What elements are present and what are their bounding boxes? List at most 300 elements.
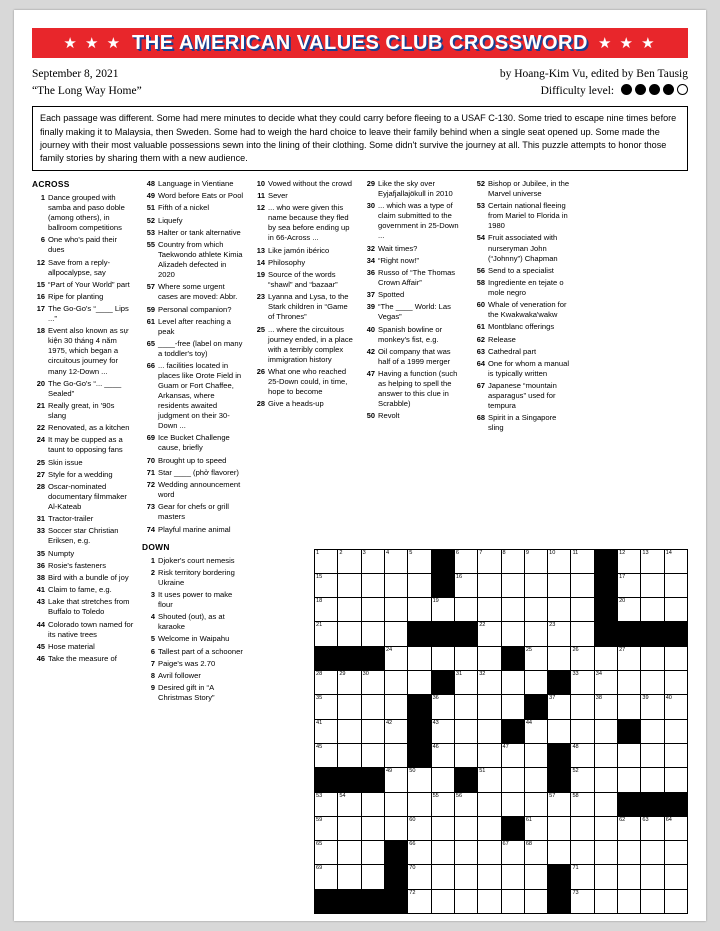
clue-item[interactable] [142, 317, 244, 337]
clue-item[interactable] [142, 671, 244, 681]
grid-cell[interactable] [478, 671, 501, 695]
clue-item[interactable] [32, 280, 134, 290]
grid-cell[interactable] [524, 792, 547, 816]
grid-cell[interactable] [618, 865, 641, 889]
grid-cell[interactable] [384, 549, 407, 573]
grid-cell[interactable] [384, 573, 407, 597]
grid-cell[interactable] [338, 841, 361, 865]
grid-cell[interactable] [431, 865, 454, 889]
grid-cell-block [431, 622, 454, 646]
grid-cell[interactable] [478, 695, 501, 719]
grid-cell[interactable] [571, 865, 594, 889]
grid-cell[interactable] [641, 671, 664, 695]
grid-cell[interactable] [361, 622, 384, 646]
grid-cell[interactable] [641, 646, 664, 670]
grid-cell[interactable] [594, 695, 617, 719]
grid-row [315, 743, 688, 767]
grid-cell[interactable] [478, 816, 501, 840]
grid-cell[interactable] [571, 598, 594, 622]
grid-cell[interactable] [618, 743, 641, 767]
clue-item[interactable] [32, 573, 134, 583]
grid-cell[interactable] [384, 598, 407, 622]
clue-item[interactable] [252, 292, 354, 322]
grid-cell[interactable] [641, 816, 664, 840]
grid-cell[interactable] [501, 671, 524, 695]
grid-cell[interactable] [524, 549, 547, 573]
clue-item[interactable] [32, 193, 134, 233]
grid-cell[interactable] [478, 622, 501, 646]
grid-cell[interactable] [618, 573, 641, 597]
grid-cell[interactable] [315, 573, 338, 597]
clue-item[interactable] [32, 526, 134, 546]
grid-cell[interactable] [524, 719, 547, 743]
grid-cell[interactable] [501, 598, 524, 622]
grid-cell[interactable] [548, 816, 571, 840]
grid-cell[interactable] [338, 549, 361, 573]
grid-cell[interactable] [478, 889, 501, 913]
grid-cell[interactable] [571, 743, 594, 767]
grid-cell[interactable] [315, 622, 338, 646]
grid-cell[interactable] [384, 816, 407, 840]
clue-item[interactable] [32, 401, 134, 421]
grid-cell[interactable] [478, 743, 501, 767]
grid-cell[interactable] [641, 573, 664, 597]
grid-cell[interactable] [338, 792, 361, 816]
clue-item[interactable] [362, 268, 464, 288]
grid-cell[interactable] [431, 889, 454, 913]
clue-number: 14 [256, 257, 265, 267]
clue-item[interactable] [362, 256, 464, 266]
grid-cell[interactable] [501, 549, 524, 573]
grid-cell[interactable] [524, 646, 547, 670]
grid-cell[interactable] [315, 549, 338, 573]
grid-cell[interactable] [664, 719, 687, 743]
clue-text: It uses power to make flour [158, 590, 233, 610]
grid-cell[interactable] [618, 671, 641, 695]
grid-cell-number: 65 [316, 841, 323, 848]
clue-item[interactable] [32, 470, 134, 480]
grid-cell[interactable] [664, 816, 687, 840]
grid-cell-block [501, 646, 524, 670]
clue-number: 34 [366, 255, 375, 265]
grid-cell[interactable] [571, 841, 594, 865]
grid-cell-number: 44 [525, 719, 533, 726]
clue-item[interactable] [142, 240, 244, 280]
grid-cell-block [454, 768, 477, 792]
clue-item[interactable] [362, 201, 464, 241]
grid-cell[interactable] [571, 719, 594, 743]
grid-cell[interactable] [548, 695, 571, 719]
grid-cell[interactable] [384, 646, 407, 670]
clue-item[interactable] [142, 191, 244, 201]
grid-cell[interactable] [618, 646, 641, 670]
grid-cell[interactable] [361, 816, 384, 840]
grid-cell[interactable] [408, 768, 431, 792]
grid-cell[interactable] [501, 768, 524, 792]
clue-item[interactable] [142, 433, 244, 453]
grid-cell[interactable] [408, 865, 431, 889]
grid-cell[interactable] [408, 549, 431, 573]
grid-cell[interactable] [408, 671, 431, 695]
grid-cell[interactable] [408, 792, 431, 816]
grid-cell[interactable] [641, 743, 664, 767]
clue-item[interactable] [252, 258, 354, 268]
clue-item[interactable] [142, 456, 244, 466]
grid-cell[interactable] [501, 622, 524, 646]
grid-cell[interactable] [338, 816, 361, 840]
grid-cell[interactable] [454, 816, 477, 840]
clue-item[interactable] [32, 326, 134, 376]
grid-cell[interactable] [571, 889, 594, 913]
grid-cell[interactable] [501, 695, 524, 719]
clue-item[interactable] [142, 683, 244, 703]
grid-cell[interactable] [664, 695, 687, 719]
clue-item[interactable] [472, 347, 574, 357]
clue-item[interactable] [32, 304, 134, 324]
grid-cell[interactable] [664, 743, 687, 767]
clue-item[interactable] [142, 556, 244, 566]
clue-item[interactable] [32, 654, 134, 664]
clue-item[interactable] [32, 435, 134, 455]
grid-cell[interactable] [571, 622, 594, 646]
grid-cell[interactable] [478, 573, 501, 597]
grid-cell[interactable] [338, 598, 361, 622]
grid-cell[interactable] [571, 768, 594, 792]
grid-cell[interactable] [361, 719, 384, 743]
grid-cell[interactable] [384, 768, 407, 792]
clue-item[interactable] [142, 612, 244, 632]
grid-cell[interactable] [524, 816, 547, 840]
clue-item[interactable] [362, 302, 464, 322]
grid-cell[interactable] [315, 792, 338, 816]
down-heading: DOWN [142, 541, 170, 552]
grid-cell[interactable] [594, 743, 617, 767]
grid-cell[interactable] [361, 865, 384, 889]
grid-cell[interactable] [478, 549, 501, 573]
grid-cell[interactable] [478, 719, 501, 743]
grid-cell[interactable] [431, 768, 454, 792]
grid-cell[interactable] [548, 549, 571, 573]
clue-item[interactable] [142, 361, 244, 431]
grid-cell[interactable] [315, 598, 338, 622]
crossword-grid-wrapper[interactable] [314, 549, 688, 914]
grid-cell[interactable] [594, 889, 617, 913]
clue-item[interactable] [142, 502, 244, 522]
clue-item[interactable] [142, 468, 244, 478]
clue-item[interactable] [252, 325, 354, 365]
grid-cell[interactable] [478, 792, 501, 816]
grid-cell[interactable] [594, 719, 617, 743]
grid-cell[interactable] [594, 768, 617, 792]
grid-cell[interactable] [524, 768, 547, 792]
clue-item[interactable] [32, 514, 134, 524]
grid-cell[interactable] [478, 768, 501, 792]
grid-cell[interactable] [618, 889, 641, 913]
clue-item[interactable] [252, 191, 354, 201]
clue-item[interactable] [32, 423, 134, 433]
grid-cell[interactable] [361, 671, 384, 695]
grid-cell[interactable] [338, 573, 361, 597]
grid-cell[interactable] [384, 622, 407, 646]
grid-cell[interactable] [594, 792, 617, 816]
clue-item[interactable] [32, 292, 134, 302]
grid-cell[interactable] [454, 549, 477, 573]
grid-cell[interactable] [408, 598, 431, 622]
grid-cell[interactable] [501, 841, 524, 865]
grid-cell[interactable] [408, 816, 431, 840]
grid-cell[interactable] [431, 719, 454, 743]
clue-text: Cathedral part [488, 346, 537, 356]
clue-item[interactable] [362, 290, 464, 300]
grid-cell-number: 54 [339, 792, 346, 799]
crossword-grid[interactable] [314, 549, 688, 914]
grid-cell[interactable] [641, 865, 664, 889]
grid-cell[interactable] [524, 598, 547, 622]
clue-item[interactable] [472, 201, 574, 231]
clue-item[interactable] [472, 381, 574, 411]
grid-cell[interactable] [431, 646, 454, 670]
grid-cell[interactable] [501, 889, 524, 913]
grid-cell[interactable] [664, 865, 687, 889]
grid-cell[interactable] [501, 743, 524, 767]
grid-cell[interactable] [384, 695, 407, 719]
grid-cell[interactable] [548, 622, 571, 646]
grid-cell[interactable] [315, 865, 338, 889]
clue-item[interactable] [362, 325, 464, 345]
grid-cell[interactable] [548, 792, 571, 816]
grid-cell[interactable] [618, 695, 641, 719]
grid-cell[interactable] [408, 646, 431, 670]
clue-item[interactable] [32, 561, 134, 571]
grid-cell[interactable] [431, 841, 454, 865]
grid-cell[interactable] [315, 841, 338, 865]
grid-cell[interactable] [571, 573, 594, 597]
grid-cell[interactable] [338, 719, 361, 743]
clue-item[interactable] [142, 659, 244, 669]
grid-cell[interactable] [431, 816, 454, 840]
grid-cell[interactable] [454, 792, 477, 816]
grid-cell[interactable] [315, 671, 338, 695]
grid-cell[interactable] [408, 889, 431, 913]
grid-cell[interactable] [548, 646, 571, 670]
grid-cell[interactable] [594, 816, 617, 840]
clue-item[interactable] [472, 300, 574, 320]
grid-cell[interactable] [315, 816, 338, 840]
grid-cell[interactable] [315, 743, 338, 767]
clue-item[interactable] [142, 590, 244, 610]
grid-cell[interactable] [548, 719, 571, 743]
clue-item[interactable] [252, 399, 354, 409]
clue-item[interactable] [252, 367, 354, 397]
grid-cell[interactable] [431, 598, 454, 622]
grid-cell[interactable] [501, 573, 524, 597]
grid-cell[interactable] [454, 889, 477, 913]
clue-item[interactable] [142, 228, 244, 238]
grid-cell[interactable] [361, 743, 384, 767]
grid-cell[interactable] [524, 889, 547, 913]
clue-item[interactable] [362, 347, 464, 367]
clue-item[interactable] [472, 266, 574, 276]
grid-cell[interactable] [548, 598, 571, 622]
grid-cell[interactable] [618, 598, 641, 622]
grid-cell[interactable] [478, 865, 501, 889]
grid-cell[interactable] [664, 671, 687, 695]
clue-item[interactable] [32, 585, 134, 595]
clue-item[interactable] [472, 413, 574, 433]
grid-cell[interactable] [361, 695, 384, 719]
clue-number: 44 [36, 619, 45, 629]
grid-cell[interactable] [594, 841, 617, 865]
clue-item[interactable] [142, 203, 244, 213]
grid-cell[interactable] [454, 719, 477, 743]
grid-cell[interactable] [384, 792, 407, 816]
grid-cell[interactable] [361, 549, 384, 573]
clue-item[interactable] [142, 305, 244, 315]
clue-item[interactable] [472, 179, 574, 199]
grid-cell[interactable] [571, 671, 594, 695]
grid-cell[interactable] [618, 816, 641, 840]
grid-cell[interactable] [315, 719, 338, 743]
grid-cell[interactable] [478, 646, 501, 670]
grid-cell[interactable] [454, 695, 477, 719]
grid-cell[interactable] [594, 646, 617, 670]
grid-cell[interactable] [618, 841, 641, 865]
grid-cell[interactable] [524, 865, 547, 889]
grid-cell[interactable] [548, 841, 571, 865]
grid-cell[interactable] [571, 792, 594, 816]
clue-number: 6 [150, 646, 155, 656]
grid-cell[interactable] [524, 841, 547, 865]
grid-cell[interactable] [501, 865, 524, 889]
clue-item[interactable] [32, 379, 134, 399]
grid-cell[interactable] [431, 695, 454, 719]
clue-item[interactable] [142, 647, 244, 657]
grid-cell[interactable] [384, 671, 407, 695]
clue-item[interactable] [472, 278, 574, 298]
clue-item[interactable] [142, 634, 244, 644]
grid-cell[interactable] [408, 573, 431, 597]
grid-cell[interactable] [618, 549, 641, 573]
grid-cell[interactable] [571, 549, 594, 573]
grid-cell[interactable] [524, 573, 547, 597]
grid-cell[interactable] [664, 598, 687, 622]
clue-number: 18 [36, 326, 45, 336]
grid-cell[interactable] [361, 792, 384, 816]
clue-item[interactable] [362, 369, 464, 409]
grid-cell[interactable] [571, 695, 594, 719]
grid-cell[interactable] [361, 598, 384, 622]
clue-item[interactable] [252, 179, 354, 189]
grid-cell[interactable] [548, 573, 571, 597]
grid-cell[interactable] [524, 671, 547, 695]
grid-cell[interactable] [431, 792, 454, 816]
clue-item[interactable] [252, 246, 354, 256]
grid-cell[interactable] [338, 622, 361, 646]
grid-cell[interactable] [664, 646, 687, 670]
grid-cell[interactable] [338, 695, 361, 719]
grid-cell[interactable] [478, 841, 501, 865]
grid-cell[interactable] [361, 841, 384, 865]
clue-item[interactable] [142, 179, 244, 189]
grid-cell[interactable] [524, 622, 547, 646]
grid-cell[interactable] [641, 719, 664, 743]
clue-item[interactable] [32, 482, 134, 512]
clue-item[interactable] [252, 203, 354, 243]
clue-item[interactable] [362, 179, 464, 199]
down-clue-list-1 [142, 556, 244, 704]
grid-cell[interactable] [338, 743, 361, 767]
grid-cell[interactable] [641, 889, 664, 913]
grid-cell[interactable] [641, 841, 664, 865]
clue-item[interactable] [472, 233, 574, 263]
clue-item[interactable] [472, 322, 574, 332]
clue-item[interactable] [142, 480, 244, 500]
grid-cell[interactable] [664, 889, 687, 913]
grid-cell[interactable] [454, 671, 477, 695]
grid-cell[interactable] [384, 719, 407, 743]
grid-cell[interactable] [454, 841, 477, 865]
clue-item[interactable] [142, 282, 244, 302]
grid-cell[interactable] [454, 573, 477, 597]
clue-item[interactable] [32, 235, 134, 255]
grid-cell[interactable] [454, 598, 477, 622]
grid-cell[interactable] [501, 792, 524, 816]
grid-cell[interactable] [618, 768, 641, 792]
grid-cell[interactable] [524, 743, 547, 767]
grid-cell[interactable] [478, 598, 501, 622]
grid-cell[interactable] [315, 695, 338, 719]
grid-cell[interactable] [571, 816, 594, 840]
clue-item[interactable] [32, 642, 134, 652]
grid-cell-number: 31 [455, 671, 463, 678]
clue-item[interactable] [142, 568, 244, 588]
clue-item[interactable] [142, 216, 244, 226]
clue-item[interactable] [472, 335, 574, 345]
clue-item[interactable] [252, 270, 354, 290]
clue-item[interactable] [362, 244, 464, 254]
grid-cell[interactable] [641, 695, 664, 719]
clue-item[interactable] [32, 597, 134, 617]
grid-cell[interactable] [338, 671, 361, 695]
grid-cell[interactable] [641, 549, 664, 573]
clue-item[interactable] [32, 620, 134, 640]
grid-cell[interactable] [664, 549, 687, 573]
clue-item[interactable] [142, 525, 244, 535]
grid-cell[interactable] [338, 865, 361, 889]
clue-item[interactable] [32, 549, 134, 559]
grid-cell[interactable] [641, 768, 664, 792]
grid-cell[interactable] [594, 865, 617, 889]
clue-item[interactable] [472, 359, 574, 379]
clue-item[interactable] [32, 258, 134, 278]
grid-cell[interactable] [431, 743, 454, 767]
grid-cell[interactable] [408, 841, 431, 865]
clue-item[interactable] [142, 339, 244, 359]
clue-item[interactable] [362, 411, 464, 421]
grid-cell[interactable] [664, 768, 687, 792]
grid-cell[interactable] [454, 743, 477, 767]
grid-cell[interactable] [454, 865, 477, 889]
grid-cell[interactable] [664, 841, 687, 865]
grid-cell[interactable] [641, 598, 664, 622]
grid-cell[interactable] [361, 573, 384, 597]
grid-cell[interactable] [594, 671, 617, 695]
grid-cell[interactable] [384, 743, 407, 767]
clue-item[interactable] [32, 458, 134, 468]
grid-cell[interactable] [454, 646, 477, 670]
grid-cell[interactable] [664, 573, 687, 597]
grid-cell[interactable] [571, 646, 594, 670]
